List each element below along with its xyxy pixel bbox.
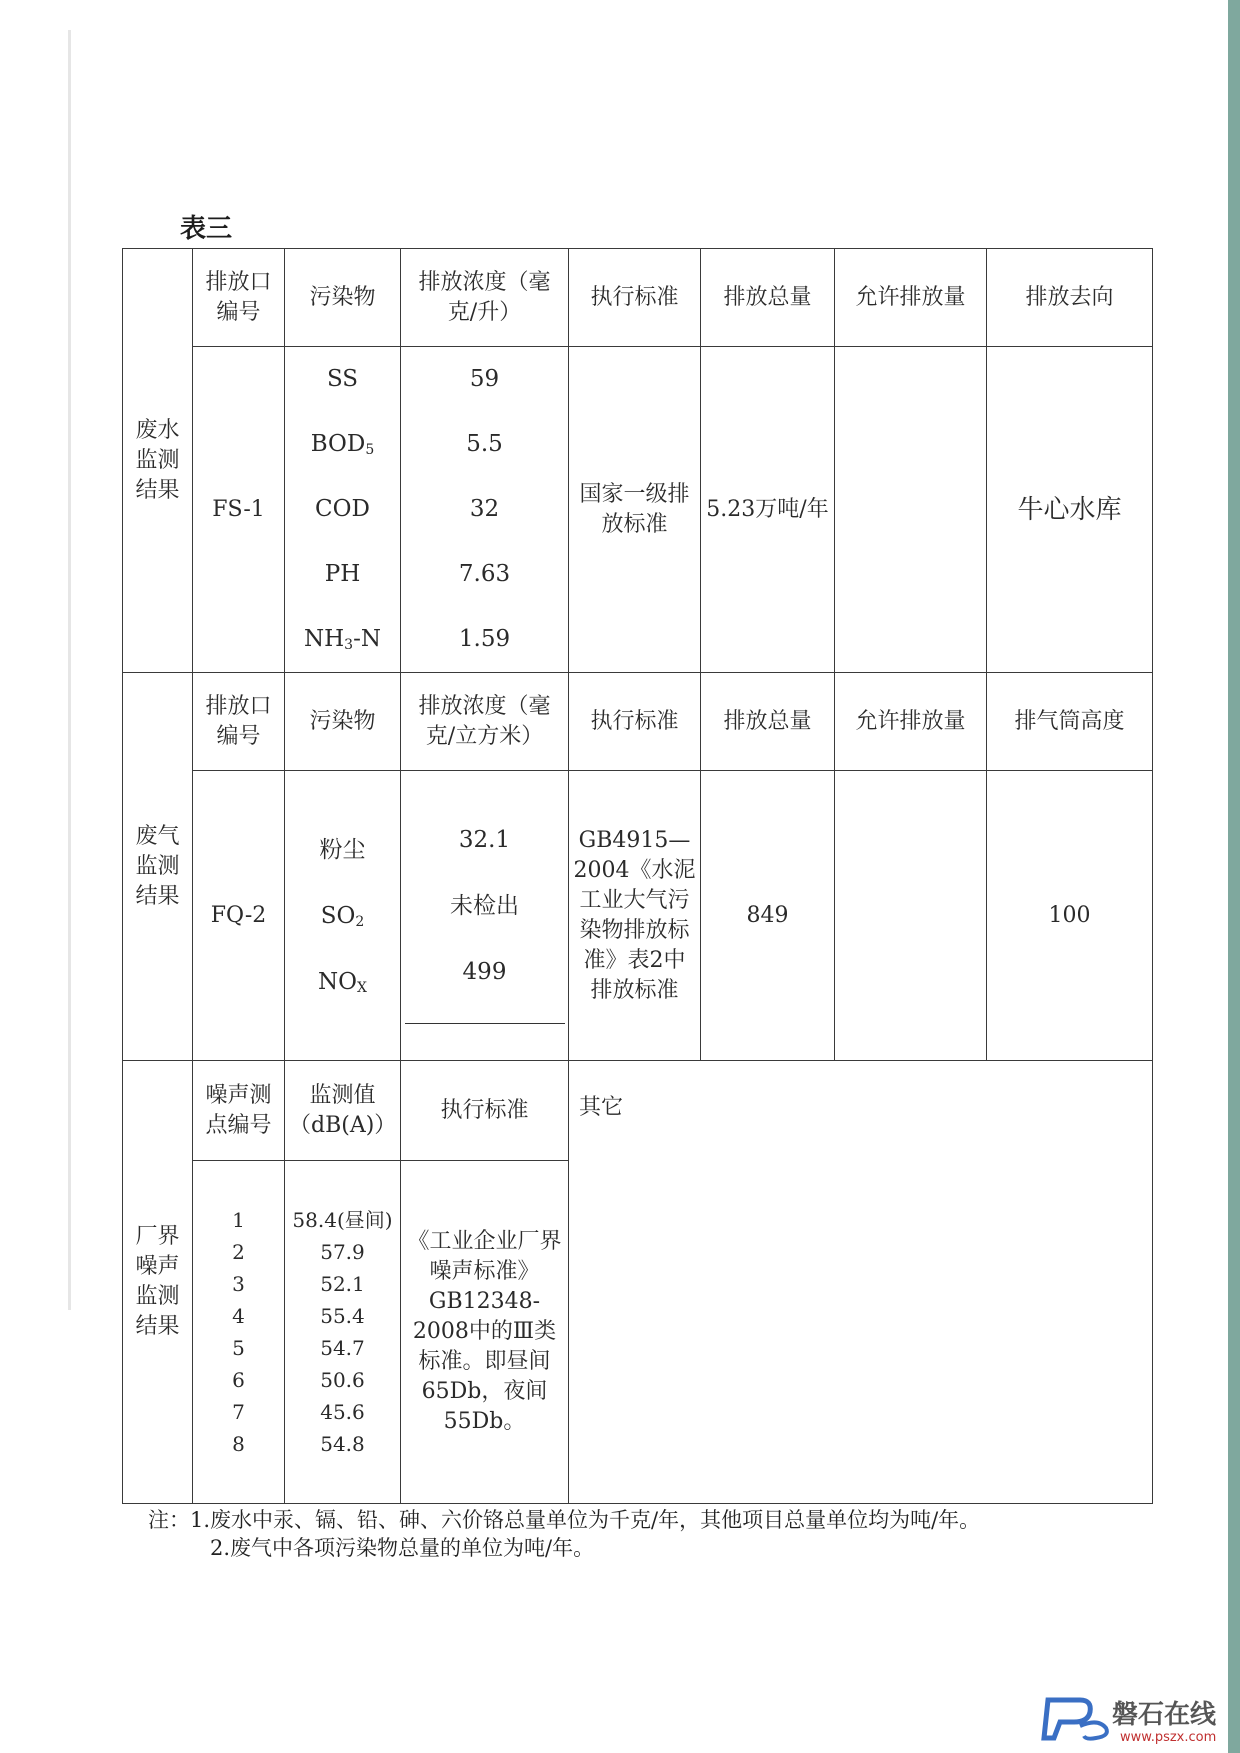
ww-concentration-list [401, 347, 569, 673]
ww-standard: 国家一级排放标准 [569, 347, 701, 673]
watermark-url: www.pszx.com [1120, 1730, 1217, 1745]
underline-rule [405, 1023, 565, 1024]
wastewater-section-label: 废水监测结果 [123, 249, 193, 673]
noise-section-label: 厂界噪声监测结果 [123, 1061, 193, 1504]
gas-header-total: 排放总量 [701, 673, 835, 771]
ww-outlet-code: FS-1 [193, 347, 285, 673]
noise-header-standard: 执行标准 [401, 1061, 569, 1161]
gas-standard: GB4915—2004《水泥工业大气污染物排放标准》表2中排放标准 [569, 771, 701, 1061]
noise-point: 1 [232, 1208, 245, 1232]
gas-header-concentration: 排放浓度（毫克/立方米） [401, 673, 569, 771]
ww-pollutant: COD [315, 496, 370, 522]
ww-total: 5.23万吨/年 [701, 347, 835, 673]
gas-pollutant: 粉尘 [319, 836, 366, 863]
noise-point: 6 [232, 1368, 245, 1392]
ww-header-destination: 排放去向 [987, 249, 1153, 347]
ww-pollutant: $BOD_5$ [310, 431, 375, 458]
ww-pollutant-list [285, 347, 401, 673]
note-1: 注：1.废水中汞、镉、铅、砷、六价铬总量单位为千克/年，其他项目总量单位均为吨/年。 [148, 1508, 981, 1532]
ww-concentration: 59 [469, 366, 500, 392]
ww-header-allowed: 允许排放量 [835, 249, 987, 347]
noise-point: 5 [232, 1336, 245, 1360]
ww-header-total: 排放总量 [701, 249, 835, 347]
noise-value: 52.1 [320, 1272, 365, 1296]
ww-header-concentration: 排放浓度（毫克/升） [401, 249, 569, 347]
gas-header-stack-height: 排气筒高度 [987, 673, 1153, 771]
noise-header-point: 噪声测点编号 [193, 1061, 285, 1161]
noise-point: 2 [232, 1240, 245, 1264]
ww-concentration: 5.5 [466, 431, 503, 457]
ww-concentration: 7.63 [458, 561, 511, 587]
gas-pollutant: $NO_X$ [318, 968, 367, 996]
noise-value: 54.7 [320, 1336, 365, 1360]
gas-header-allowed: 允许排放量 [835, 673, 987, 771]
ww-concentration: 1.59 [458, 626, 511, 652]
table-notes [148, 1506, 1078, 1562]
gas-stack-height: 100 [987, 771, 1153, 1061]
noise-value: 58.4(昼间) [292, 1208, 393, 1232]
ww-pollutant: $NH_3-N$ [303, 626, 381, 653]
noise-header-value: 监测值（dB(A)） [285, 1061, 401, 1161]
ww-header-standard: 执行标准 [569, 249, 701, 347]
gas-concentration: 499 [462, 959, 507, 985]
watermark-name: 磐石在线 [1112, 1700, 1217, 1730]
ww-header-outlet: 排放口编号 [193, 249, 285, 347]
noise-value: 57.9 [320, 1240, 365, 1264]
gas-outlet-code: FQ-2 [193, 771, 285, 1061]
gas-concentration: 32.1 [458, 827, 511, 853]
note-2: 2.废气中各项污染物总量的单位为吨/年。 [210, 1536, 595, 1560]
noise-value: 45.6 [320, 1400, 365, 1424]
gas-header-outlet: 排放口编号 [193, 673, 285, 771]
noise-value: 50.6 [320, 1368, 365, 1392]
noise-value: 54.8 [320, 1432, 365, 1456]
noise-point-list [193, 1161, 285, 1504]
gas-total: 849 [701, 771, 835, 1061]
gas-concentration-list [401, 771, 569, 1061]
monitoring-table [122, 248, 1153, 1504]
noise-point: 8 [232, 1432, 245, 1456]
ww-header-pollutant: 污染物 [285, 249, 401, 347]
gas-allowed [835, 771, 987, 1061]
noise-point: 3 [232, 1272, 245, 1296]
ww-destination: 牛心水库 [987, 347, 1153, 673]
gas-section-label: 废气监测结果 [123, 673, 193, 1061]
noise-value-list [285, 1161, 401, 1504]
noise-standard: 《工业企业厂界噪声标准》GB12348-2008中的Ⅲ类标准。即昼间65Db，夜间55Db。 [401, 1161, 569, 1504]
gas-concentration: 未检出 [450, 893, 519, 919]
scan-edge-strip [1228, 0, 1240, 1753]
noise-other: 其它 [569, 1061, 1153, 1504]
gas-pollutant: $SO_2$ [320, 902, 365, 930]
gas-header-pollutant: 污染物 [285, 673, 401, 771]
ww-allowed [835, 347, 987, 673]
ww-pollutant: PH [324, 561, 361, 587]
gas-header-standard: 执行标准 [569, 673, 701, 771]
gas-pollutant-list [285, 771, 401, 1061]
ww-concentration: 32 [469, 496, 500, 522]
noise-value: 55.4 [320, 1304, 365, 1328]
scan-shadow [68, 30, 71, 1310]
noise-point: 4 [232, 1304, 245, 1328]
ww-pollutant: SS [326, 366, 359, 392]
table-caption: 表三 [180, 214, 233, 244]
noise-point: 7 [232, 1400, 245, 1424]
